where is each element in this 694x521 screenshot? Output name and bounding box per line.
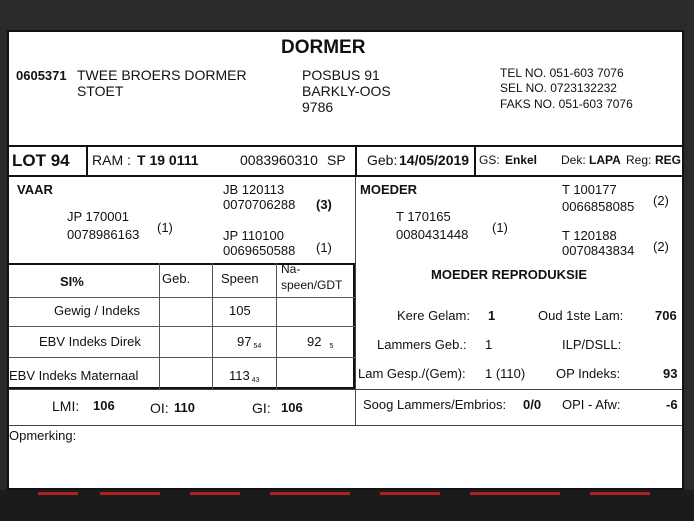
divider — [355, 145, 357, 177]
footer-mark — [100, 492, 160, 495]
footer-mark — [470, 492, 560, 495]
divider — [9, 357, 355, 358]
divider — [86, 145, 88, 177]
soog-value: 0/0 — [523, 397, 542, 412]
oi-label: OI: — [150, 400, 169, 416]
divider — [159, 263, 160, 389]
opi-afw-value: -6 — [666, 397, 678, 412]
ram-value: T 19 0111 — [137, 152, 199, 168]
vaar-sire-id: JB 120113 — [223, 182, 285, 197]
vaar-sire-number: 0070706288 — [223, 197, 296, 212]
lot-card — [7, 30, 684, 490]
gs-value: Enkel — [505, 153, 538, 167]
soog-label: Soog Lammers/Embrios: — [363, 397, 507, 412]
kere-gelam-value: 1 — [488, 308, 496, 323]
vaar-id: JP 170001 — [67, 209, 129, 224]
footer-mark — [270, 492, 350, 495]
id-number: 0083960310 — [240, 152, 318, 168]
divider — [9, 326, 355, 327]
speen-value: 97 $_{54}$ — [237, 334, 262, 350]
page-title: DORMER — [281, 37, 366, 58]
address-line3: 9786 — [302, 99, 334, 115]
oi-value: 110 — [174, 400, 195, 415]
oud-lam-label: Oud 1ste Lam: — [538, 308, 624, 323]
divider — [9, 145, 682, 147]
divider — [9, 175, 682, 177]
lam-gesp-label: Lam Gesp./(Gem): — [358, 366, 466, 381]
row-label: Gewig / Indeks — [54, 303, 140, 318]
moeder-sire-id: T 100177 — [562, 182, 617, 197]
divider — [9, 425, 682, 426]
moeder-sire-mark: (2) — [653, 193, 669, 208]
divider — [212, 263, 213, 389]
footer-mark — [38, 492, 78, 495]
moeder-label: MOEDER — [360, 182, 418, 197]
owner-name: TWEE BROERS DORMER — [77, 67, 247, 83]
moeder-number: 0080431448 — [396, 227, 469, 242]
remarks-label: Opmerking: — [9, 428, 77, 443]
reg-label: Reg: — [626, 153, 652, 167]
divider — [355, 389, 356, 425]
vaar-dam-number: 0069650588 — [223, 243, 296, 258]
vaar-sire-mark: (3) — [316, 197, 332, 212]
moeder-dam-number: 0070843834 — [562, 243, 635, 258]
naspeen-header: Na- — [281, 262, 301, 276]
breeder-code: 0605371 — [16, 68, 67, 83]
divider — [276, 263, 277, 389]
geb-header: Geb. — [162, 271, 191, 286]
moeder-dam-mark: (2) — [653, 239, 669, 254]
sp-code: SP — [327, 152, 346, 168]
dek-label: Dek: — [561, 153, 586, 167]
sel-number: SEL NO. 0723132232 — [500, 81, 617, 95]
op-indeks-label: OP Indeks: — [556, 366, 621, 381]
vaar-number: 0078986163 — [67, 227, 140, 242]
divider — [355, 263, 356, 389]
lmi-label: LMI: — [52, 398, 80, 414]
moeder-mark: (1) — [492, 220, 508, 235]
naspeen-header-line2: speen/GDT — [281, 278, 343, 292]
naspeen-value: 92 $_5$ — [307, 334, 334, 350]
divider — [355, 177, 356, 265]
vaar-dam-id: JP 110100 — [223, 228, 284, 243]
lmi-value: 106 — [93, 398, 115, 413]
ilp-label: ILP/DSLL: — [562, 337, 622, 352]
tel-number: TEL NO. 051-603 7076 — [500, 66, 624, 80]
moeder-id: T 170165 — [396, 209, 451, 224]
row-label: EBV Indeks Maternaal — [9, 368, 139, 383]
row-label: EBV Indeks Direk — [39, 334, 141, 349]
address-line2: BARKLY-OOS — [302, 83, 391, 99]
owner-name-line2: STOET — [77, 83, 124, 99]
divider — [474, 145, 476, 177]
faks-number: FAKS NO. 051-603 7076 — [500, 97, 633, 111]
oud-lam-value: 706 — [655, 308, 677, 323]
lam-gesp-value: 1 (110) — [485, 366, 526, 381]
address-line1: POSBUS 91 — [302, 67, 380, 83]
birth-date-label: Geb: — [367, 152, 398, 168]
vaar-label: VAAR — [17, 182, 53, 197]
gi-label: GI: — [252, 400, 271, 416]
dek-value: LAPA — [589, 153, 621, 167]
lammers-geb-value: 1 — [485, 337, 493, 352]
vaar-dam-mark: (1) — [316, 240, 332, 255]
footer-mark — [380, 492, 440, 495]
moeder-sire-number: 0066858085 — [562, 199, 635, 214]
reg-value: REG — [655, 153, 682, 167]
footer-mark — [190, 492, 240, 495]
lot-number: LOT 94 — [12, 151, 70, 170]
si-header: SI% — [60, 274, 84, 289]
op-indeks-value: 93 — [663, 366, 678, 381]
divider — [9, 297, 355, 298]
birth-date-value: 14/05/2019 — [399, 152, 470, 168]
kere-gelam-label: Kere Gelam: — [397, 308, 470, 323]
divider — [9, 389, 682, 390]
speen-value: 105 — [229, 303, 251, 318]
vaar-mark: (1) — [157, 220, 173, 235]
footer-mark — [590, 492, 650, 495]
gi-value: 106 — [281, 400, 303, 415]
gs-label: GS: — [479, 153, 500, 167]
speen-value: 113 $_{43}$ — [229, 368, 260, 384]
ram-label: RAM : — [92, 152, 131, 168]
moeder-dam-id: T 120188 — [562, 228, 617, 243]
speen-header: Speen — [221, 271, 259, 286]
lammers-geb-label: Lammers Geb.: — [377, 337, 467, 352]
opi-afw-label: OPI - Afw: — [562, 397, 621, 412]
reproduction-title: MOEDER REPRODUKSIE — [431, 267, 588, 282]
